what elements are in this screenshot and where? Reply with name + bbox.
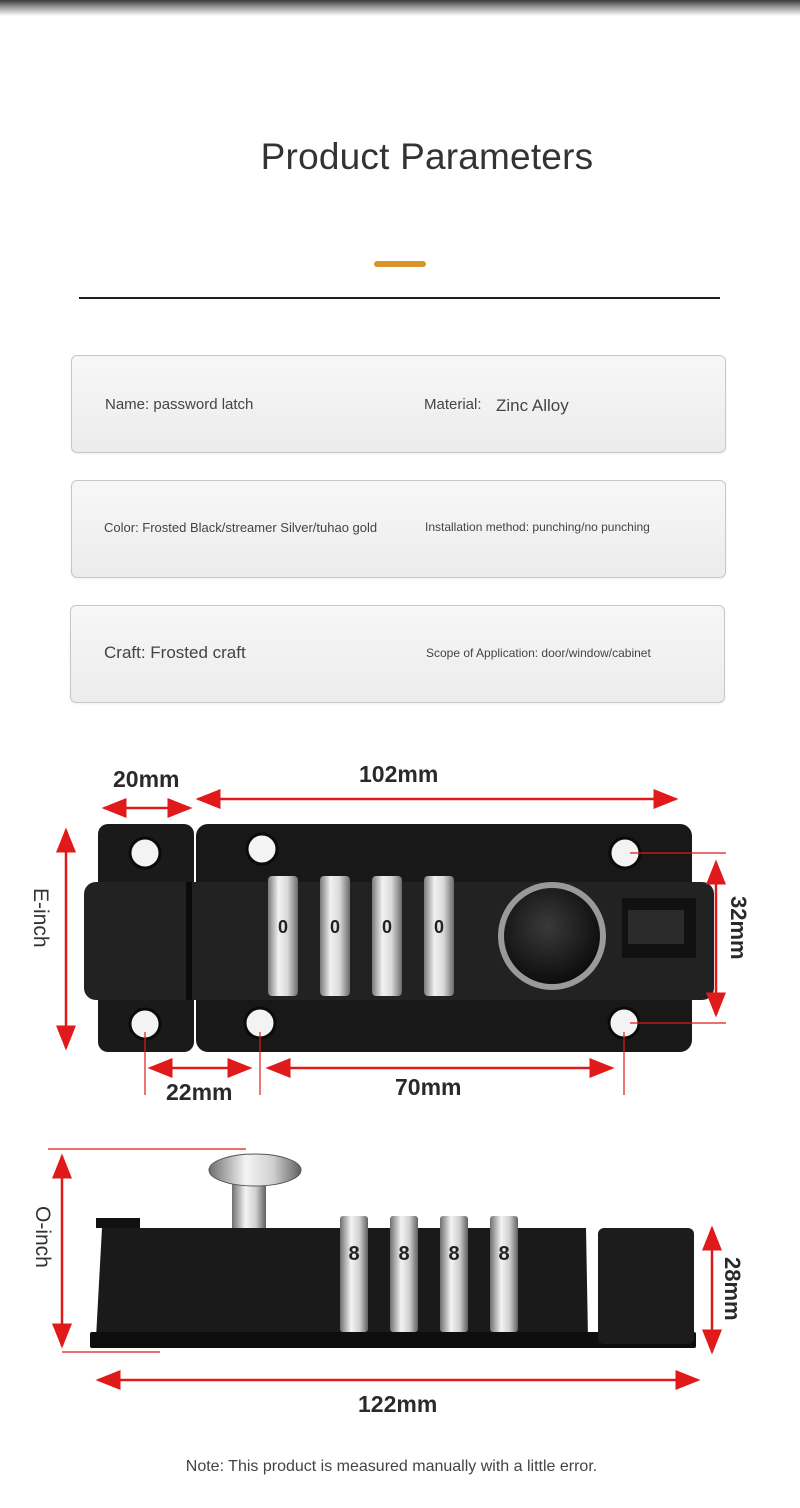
dim-102mm: 102mm <box>359 761 439 787</box>
param-material-value: Zinc Alloy <box>496 396 569 415</box>
side-dial-digit: 8 <box>398 1243 410 1265</box>
top-shadow <box>0 0 800 16</box>
param-craft: Craft: Frosted craft <box>104 643 246 662</box>
dim-e-inch: E-inch <box>29 888 52 948</box>
param-card-name-material <box>71 355 726 453</box>
dim-o-inch: O-inch <box>31 1206 54 1268</box>
knob-cap <box>209 1154 301 1186</box>
side-dial-digit: 8 <box>498 1243 510 1265</box>
dial-digit: 0 <box>433 917 445 937</box>
page-title: Product Parameters <box>260 136 594 177</box>
dim-20mm: 20mm <box>113 766 180 792</box>
dim-28mm: 28mm <box>720 1257 745 1321</box>
dim-122mm: 122mm <box>358 1391 438 1417</box>
lock-top-view <box>0 740 800 1100</box>
lock-side-view <box>0 1140 800 1420</box>
dial-digit: 0 <box>381 917 393 937</box>
param-material-label: Material: <box>424 396 482 413</box>
measurement-note: Note: This product is measured manually with a little error. <box>185 1458 598 1475</box>
dial-digit: 0 <box>329 917 341 937</box>
side-dial-digit: 8 <box>348 1243 360 1265</box>
param-name: Name: password latch <box>105 396 254 413</box>
accent-bar <box>374 261 426 267</box>
side-keeper <box>598 1228 694 1344</box>
param-card-color-installation <box>71 480 726 578</box>
param-color: Color: Frosted Black/streamer Silver/tuhao gold <box>104 520 378 535</box>
dim-22mm: 22mm <box>166 1079 233 1105</box>
screw-hole <box>130 838 160 868</box>
section-divider <box>79 297 720 299</box>
param-card-craft-scope <box>70 605 725 703</box>
param-scope: Scope of Application: door/window/cabinet <box>426 646 651 660</box>
dim-70mm: 70mm <box>395 1074 462 1100</box>
param-installation: Installation method: punching/no punching <box>425 520 650 534</box>
dial-digit: 0 <box>277 917 289 937</box>
side-dial-digit: 8 <box>448 1243 460 1265</box>
knob-stem <box>232 1180 266 1230</box>
dim-32mm: 32mm <box>726 896 751 960</box>
screw-hole <box>247 834 277 864</box>
